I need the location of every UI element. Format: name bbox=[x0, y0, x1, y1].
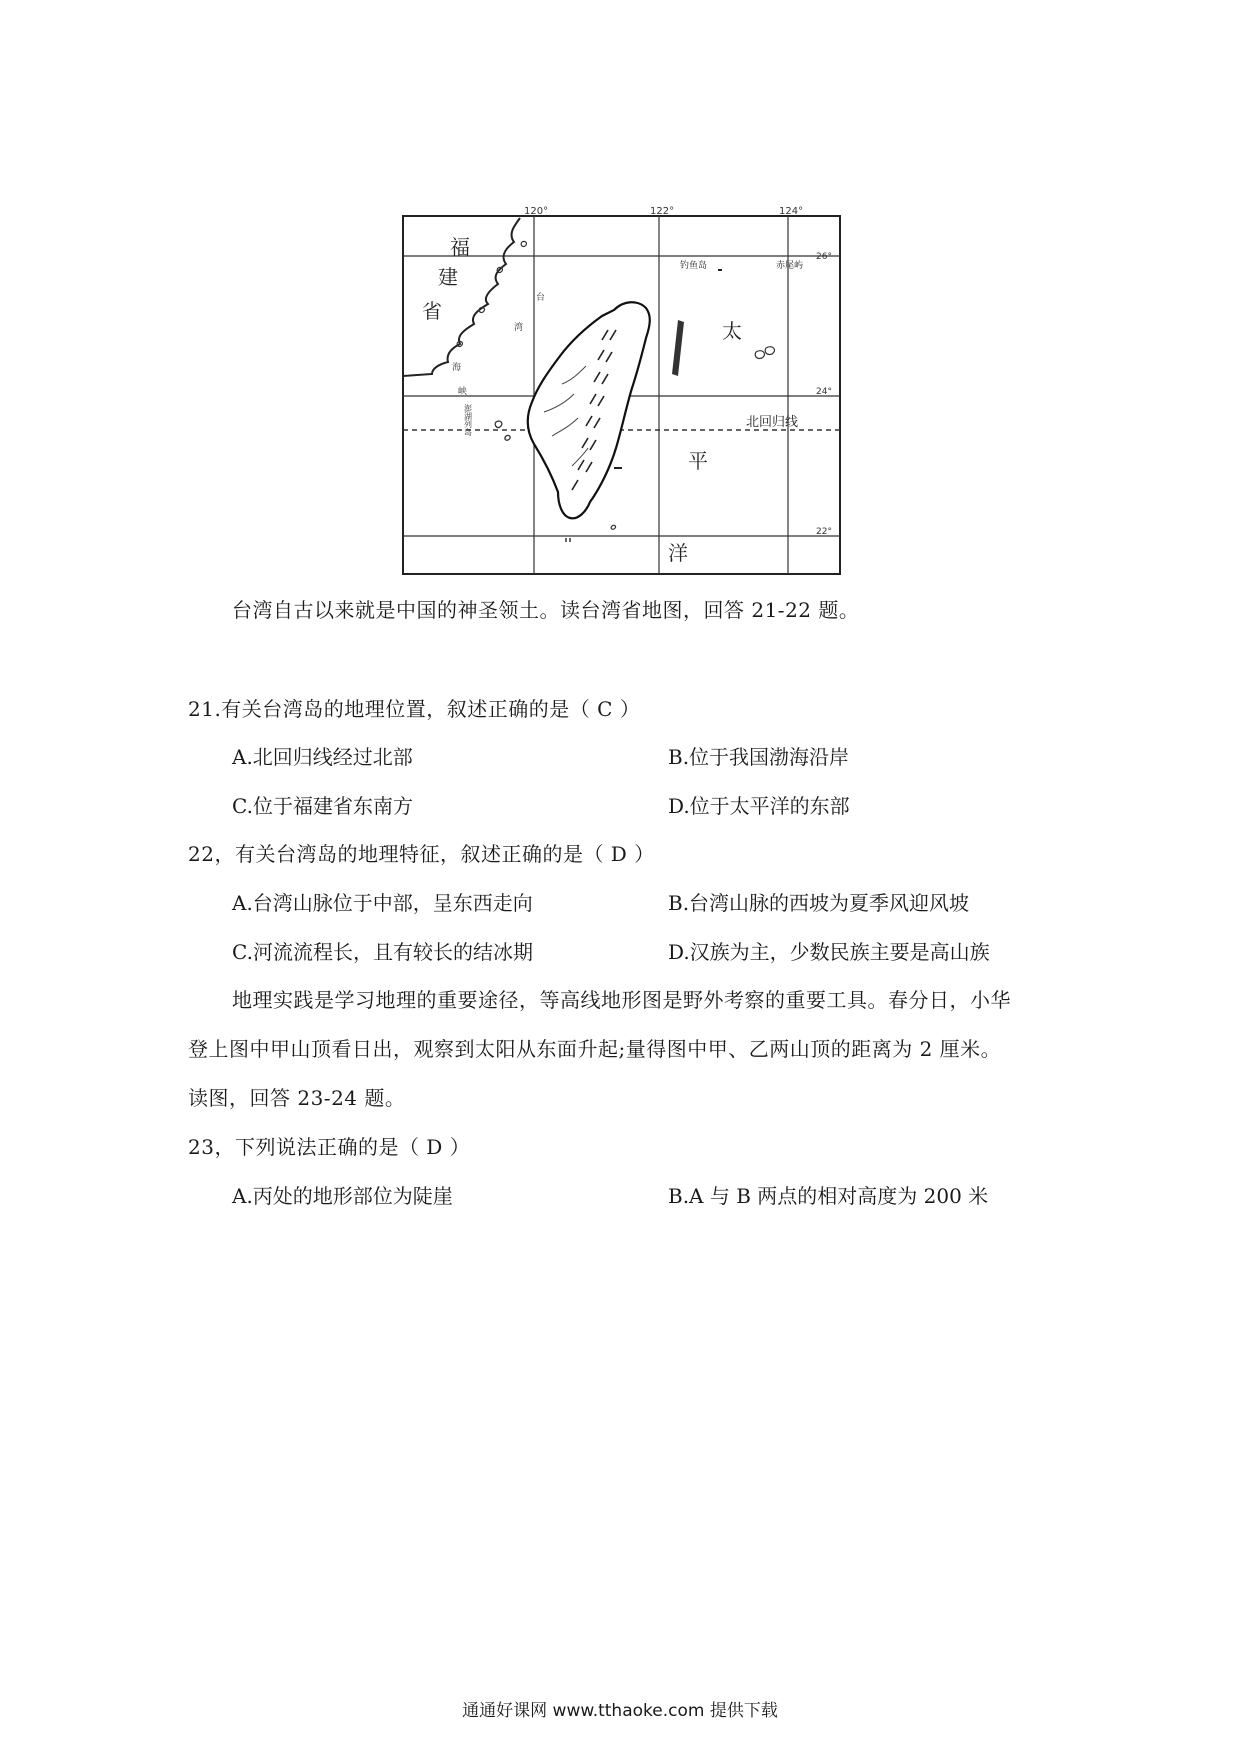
lon-label-122: 122° bbox=[650, 206, 675, 217]
label-strait-4: 峡 bbox=[458, 387, 468, 397]
q22-option-a: A.台湾山脉位于中部，呈东西走向 bbox=[232, 891, 533, 915]
label-fujian-1: 福 bbox=[450, 235, 470, 259]
question-22-stem: 22，有关台湾岛的地理特征，叙述正确的是（ D ） bbox=[188, 842, 655, 866]
q23-option-b: B.A 与 B 两点的相对高度为 200 米 bbox=[668, 1184, 989, 1208]
label-strait-3: 海 bbox=[452, 363, 462, 373]
east-islets bbox=[755, 347, 774, 359]
q21-option-a: A.北回归线经过北部 bbox=[232, 745, 413, 769]
q21-option-c: C.位于福建省东南方 bbox=[232, 794, 413, 818]
label-penghu: 澎湖列岛 bbox=[463, 404, 473, 436]
lat-label-26: 26° bbox=[816, 252, 832, 262]
offshore-island-bar bbox=[672, 320, 684, 376]
label-taiping-3: 洋 bbox=[668, 541, 688, 565]
lat-label-24: 24° bbox=[816, 387, 832, 397]
lat-label-22: 22° bbox=[816, 527, 832, 537]
passage-line-2: 登上图中甲山顶看日出，观察到太阳从东面升起;量得图中甲、乙两山顶的距离为 2 厘米。 bbox=[188, 1037, 1002, 1061]
passage-line-1: 地理实践是学习地理的重要途径，等高线地形图是野外考察的重要工具。春分日，小华 bbox=[232, 988, 1011, 1012]
footer-credit: 通通好课网 www.tthaoke.com 提供下载 bbox=[462, 1701, 778, 1721]
lon-label-120: 120° bbox=[524, 206, 549, 217]
intro-text: 台湾自古以来就是中国的神圣领土。读台湾省地图，回答 21-22 题。 bbox=[232, 598, 860, 622]
q21-option-d: D.位于太平洋的东部 bbox=[668, 794, 850, 818]
q21-option-b: B.位于我国渤海沿岸 bbox=[668, 745, 850, 769]
label-taiping-1: 太 bbox=[722, 319, 742, 343]
question-23-stem: 23，下列说法正确的是（ D ） bbox=[188, 1135, 471, 1159]
label-diaoyu: 钓鱼岛 bbox=[680, 261, 708, 271]
label-fujian-2: 建 bbox=[438, 265, 458, 289]
question-21-stem: 21.有关台湾岛的地理位置，叙述正确的是（ C ） bbox=[188, 697, 641, 721]
lon-label-124: 124° bbox=[779, 206, 804, 217]
label-strait-1: 台 bbox=[536, 293, 546, 303]
orchid-island bbox=[611, 525, 615, 529]
q22-option-b: B.台湾山脉的西坡为夏季风迎风坡 bbox=[668, 891, 970, 915]
passage-line-3: 读图，回答 23-24 题。 bbox=[188, 1086, 406, 1110]
label-taiping-2: 平 bbox=[688, 449, 708, 473]
q23-option-a: A.丙处的地形部位为陡崖 bbox=[232, 1184, 453, 1208]
label-fujian-3: 省 bbox=[422, 299, 442, 323]
southern-islets bbox=[566, 538, 570, 542]
label-tropic: 北回归线 bbox=[746, 415, 799, 430]
taiwan-map bbox=[402, 204, 842, 576]
q22-option-c: C.河流流程长，且有较长的结冰期 bbox=[232, 940, 533, 964]
q22-option-d: D.汉族为主，少数民族主要是高山族 bbox=[668, 940, 990, 964]
label-strait-2: 湾 bbox=[514, 323, 524, 333]
label-chiwei: 赤尾屿 bbox=[776, 261, 804, 271]
taiwan-island bbox=[528, 302, 650, 518]
